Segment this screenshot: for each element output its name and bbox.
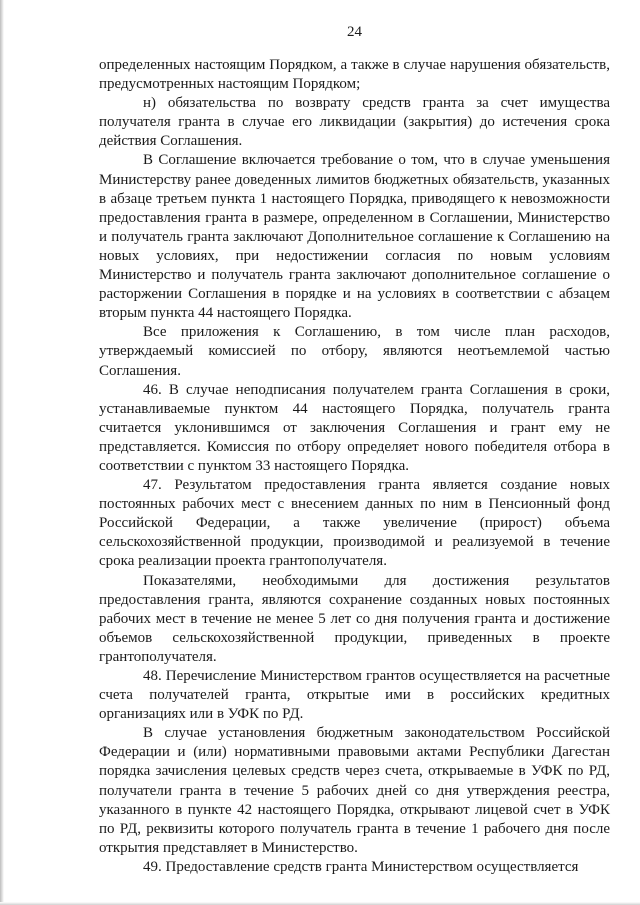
- paragraph: определенных настоящим Порядком, а также в случае нарушения обязательств, предусмотренных настоящим Порядком;: [99, 57, 610, 93]
- paragraph-item-48: 48. Перечисление Министерством грантов осуществляется на расчетные счета получателей гранта, открытые ими в российских кредитных организациях или в УФК по РД.: [99, 668, 610, 723]
- paragraph: Показателями, необходимыми для достижения результатов предоставления гранта, являются сохранение созданных новых постоянных рабочих мест в течение не менее 5 лет со дня получения гранта и достижение объемов сельскохозяйственной продукции, приведенных в проекте грантополучателя.: [99, 572, 610, 665]
- paragraph: В случае установления бюджетным законодательством Российской Федерации и (или) нормативными правовыми актами Республики Дагестан порядка зачисления целевых средств через счета, открываемые в УФК по РД, получатели гранта в течение 5 рабочих дней со дня утверждения реестра, указанного в пункте 42 настоящего Порядка, открывают лицевой счет в УФК по РД, реквизиты которого получатель гранта в течение 1 рабочего дня после открытия представляет в Министерство.: [99, 725, 610, 856]
- paragraph: н) обязательства по возврату средств гранта за счет имущества получателя гранта в случае его ликвидации (закрытия) до истечения срока действия Соглашения.: [99, 95, 610, 150]
- paragraph-item-49: 49. Предоставление средств гранта Министерством осуществляется: [143, 858, 579, 875]
- paragraph-item-46: 46. В случае неподписания получателем гранта Соглашения в сроки, устанавливаемые пунктом 44 настоящего Порядка, получатель гранта считается уклонившимся от заключения Соглашения и грант ему не представляется. Комиссия по отбору определяет нового победителя отбора в соответствии с пунктом 33 настоящего Порядка.: [99, 381, 610, 474]
- scan-edge-shadow: [0, 0, 4, 905]
- paragraph: В Соглашение включается требование о том, что в случае уменьшения Министерству ранее доведенных лимитов бюджетных обязательств, указанных в абзаце третьем пункта 1 настоящего Порядка, приводящего к невозможности предоставления гранта в размере, определенном в Соглашении, Министерство и получатель гранта заключают Дополнительное соглашение к Соглашению на новых условиях, при недостижении согласия по новым условиям Министерство и получатель гранта заключают дополнительное соглашение о расторжении Соглашения в порядке и на условиях в соответствии с абзацем вторым пункта 44 настоящего Порядка.: [99, 152, 610, 322]
- paragraph-item-47: 47. Результатом предоставления гранта является создание новых постоянных рабочих мест с внесением данных по ним в Пенсионный фонд Российской Федерации, а также увеличение (прирост) объема сельскохозяйственной продукции, производимой и реализуемой в течение срока реализации проекта грантополучателя.: [99, 477, 610, 570]
- page-number: 24: [347, 24, 362, 40]
- paragraph: Все приложения к Соглашению, в том числе план расходов, утверждаемый комиссией по отбору, являются неотъемлемой частью Соглашения.: [99, 324, 610, 379]
